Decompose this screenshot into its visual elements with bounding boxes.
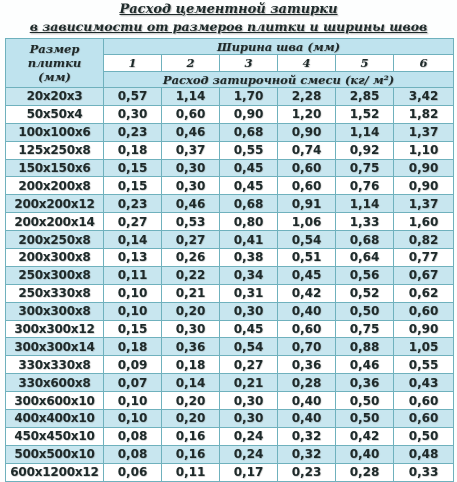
table-row — [6, 266, 454, 284]
consumption-value-cell: 0,43 — [394, 374, 454, 392]
consumption-value-cell: 0,20 — [162, 410, 220, 428]
consumption-value-cell: 0,40 — [336, 445, 394, 463]
consumption-header: Расход затирочной смеси (кг/ м²) — [104, 72, 454, 88]
consumption-value-cell: 0,50 — [336, 302, 394, 320]
consumption-value-cell: 0,52 — [336, 284, 394, 302]
consumption-value-cell: 1,37 — [394, 123, 454, 141]
consumption-value-cell: 1,10 — [394, 141, 454, 159]
table-row — [6, 445, 454, 463]
tile-size-cell: 200х300х8 — [6, 249, 104, 267]
tile-size-cell: 330х600х8 — [6, 374, 104, 392]
consumption-value-cell: 0,31 — [220, 284, 278, 302]
consumption-value-cell: 0,54 — [278, 231, 336, 249]
table-row — [6, 374, 454, 392]
consumption-value-cell: 1,82 — [394, 105, 454, 123]
table-row — [6, 88, 454, 106]
consumption-value-cell: 0,91 — [278, 195, 336, 213]
consumption-value-cell: 0,82 — [394, 231, 454, 249]
consumption-value-cell: 0,40 — [278, 302, 336, 320]
consumption-value-cell: 0,30 — [220, 410, 278, 428]
consumption-value-cell: 0,18 — [162, 356, 220, 374]
consumption-value-cell: 0,42 — [278, 284, 336, 302]
consumption-value-cell: 0,60 — [278, 320, 336, 338]
consumption-value-cell: 0,36 — [162, 338, 220, 356]
consumption-value-cell: 0,55 — [220, 141, 278, 159]
consumption-value-cell: 0,13 — [104, 249, 162, 267]
consumption-value-cell: 0,90 — [220, 105, 278, 123]
joint-width-column-5: 5 — [336, 55, 394, 72]
tile-size-cell: 200х200х14 — [6, 213, 104, 231]
joint-width-column-4: 4 — [278, 55, 336, 72]
consumption-value-cell: 0,10 — [104, 302, 162, 320]
consumption-value-cell: 0,46 — [336, 356, 394, 374]
consumption-value-cell: 0,60 — [278, 159, 336, 177]
consumption-value-cell: 2,85 — [336, 88, 394, 106]
table-row — [6, 177, 454, 195]
consumption-value-cell: 0,21 — [220, 374, 278, 392]
table-row — [6, 463, 454, 481]
consumption-value-cell: 0,10 — [104, 392, 162, 410]
consumption-value-cell: 1,20 — [278, 105, 336, 123]
consumption-value-cell: 0,18 — [104, 338, 162, 356]
title-block — [0, 0, 457, 38]
consumption-value-cell: 0,64 — [336, 249, 394, 267]
consumption-value-cell: 0,42 — [336, 427, 394, 445]
tile-size-cell: 20х20х3 — [6, 88, 104, 106]
consumption-value-cell: 0,30 — [162, 177, 220, 195]
table-row — [6, 410, 454, 428]
consumption-value-cell: 0,15 — [104, 159, 162, 177]
consumption-value-cell: 0,38 — [220, 249, 278, 267]
consumption-value-cell: 1,05 — [394, 338, 454, 356]
consumption-value-cell: 0,20 — [162, 392, 220, 410]
consumption-value-cell: 0,40 — [278, 392, 336, 410]
consumption-value-cell: 0,62 — [394, 284, 454, 302]
consumption-value-cell: 1,14 — [336, 123, 394, 141]
consumption-value-cell: 0,20 — [162, 302, 220, 320]
consumption-value-cell: 0,09 — [104, 356, 162, 374]
table-row — [6, 141, 454, 159]
consumption-value-cell: 0,46 — [162, 123, 220, 141]
consumption-value-cell: 0,30 — [220, 302, 278, 320]
joint-width-column-1: 1 — [104, 55, 162, 72]
consumption-value-cell: 0,45 — [278, 266, 336, 284]
consumption-value-cell: 0,21 — [162, 284, 220, 302]
tile-size-cell: 500х500х10 — [6, 445, 104, 463]
consumption-value-cell: 0,32 — [278, 427, 336, 445]
tile-size-cell: 50х50х4 — [6, 105, 104, 123]
consumption-value-cell: 0,28 — [278, 374, 336, 392]
consumption-value-cell: 0,27 — [104, 213, 162, 231]
consumption-value-cell: 0,14 — [162, 374, 220, 392]
consumption-value-cell: 0,90 — [394, 320, 454, 338]
tile-size-cell: 150х150х6 — [6, 159, 104, 177]
consumption-value-cell: 0,60 — [162, 105, 220, 123]
consumption-value-cell: 0,67 — [394, 266, 454, 284]
consumption-value-cell: 0,08 — [104, 427, 162, 445]
consumption-value-cell: 0,30 — [220, 392, 278, 410]
consumption-value-cell: 0,28 — [336, 463, 394, 481]
consumption-value-cell: 0,37 — [162, 141, 220, 159]
consumption-value-cell: 0,51 — [278, 249, 336, 267]
tile-size-cell: 300х300х14 — [6, 338, 104, 356]
consumption-value-cell: 0,53 — [162, 213, 220, 231]
consumption-value-cell: 0,68 — [220, 195, 278, 213]
consumption-value-cell: 2,28 — [278, 88, 336, 106]
consumption-value-cell: 0,24 — [220, 427, 278, 445]
consumption-value-cell: 0,08 — [104, 445, 162, 463]
table-row — [6, 356, 454, 374]
consumption-value-cell: 1,14 — [336, 195, 394, 213]
consumption-value-cell: 1,37 — [394, 195, 454, 213]
consumption-value-cell: 0,23 — [104, 123, 162, 141]
consumption-value-cell: 0,06 — [104, 463, 162, 481]
consumption-value-cell: 0,46 — [162, 195, 220, 213]
tile-size-cell: 100х100х6 — [6, 123, 104, 141]
table-row — [6, 302, 454, 320]
consumption-value-cell: 0,27 — [220, 356, 278, 374]
consumption-value-cell: 3,42 — [394, 88, 454, 106]
consumption-value-cell: 0,50 — [394, 427, 454, 445]
consumption-value-cell: 0,30 — [162, 320, 220, 338]
consumption-value-cell: 0,68 — [220, 123, 278, 141]
consumption-value-cell: 0,50 — [336, 392, 394, 410]
consumption-value-cell: 0,90 — [278, 123, 336, 141]
tile-size-cell: 250х300х8 — [6, 266, 104, 284]
joint-width-column-6: 6 — [394, 55, 454, 72]
tile-size-cell: 330х330х8 — [6, 356, 104, 374]
consumption-value-cell: 0,34 — [220, 266, 278, 284]
tile-size-cell: 400х400х10 — [6, 410, 104, 428]
table-row — [6, 249, 454, 267]
grout-consumption-table — [5, 38, 454, 482]
tile-size-cell: 300х600х10 — [6, 392, 104, 410]
consumption-value-cell: 0,36 — [336, 374, 394, 392]
consumption-value-cell: 0,36 — [278, 356, 336, 374]
consumption-value-cell: 0,10 — [104, 410, 162, 428]
page-subtitle: в зависимости от размеров плитки и ширины швов — [29, 19, 428, 34]
consumption-value-cell: 0,22 — [162, 266, 220, 284]
consumption-value-cell: 0,30 — [162, 159, 220, 177]
consumption-value-cell: 1,60 — [394, 213, 454, 231]
table-row — [6, 427, 454, 445]
consumption-value-cell: 0,16 — [162, 427, 220, 445]
consumption-value-cell: 0,10 — [104, 284, 162, 302]
consumption-value-cell: 0,17 — [220, 463, 278, 481]
consumption-value-cell: 0,75 — [336, 320, 394, 338]
consumption-value-cell: 0,45 — [220, 159, 278, 177]
consumption-value-cell: 0,14 — [104, 231, 162, 249]
table-body — [6, 88, 454, 482]
consumption-value-cell: 0,54 — [220, 338, 278, 356]
table-row — [6, 284, 454, 302]
table-row — [6, 213, 454, 231]
consumption-value-cell: 0,60 — [394, 302, 454, 320]
tile-size-cell: 450х450х10 — [6, 427, 104, 445]
consumption-value-cell: 0,80 — [220, 213, 278, 231]
consumption-value-cell: 0,24 — [220, 445, 278, 463]
consumption-value-cell: 0,75 — [336, 159, 394, 177]
consumption-value-cell: 1,70 — [220, 88, 278, 106]
consumption-value-cell: 0,90 — [394, 177, 454, 195]
consumption-value-cell: 0,88 — [336, 338, 394, 356]
table-row — [6, 105, 454, 123]
consumption-value-cell: 0,32 — [278, 445, 336, 463]
consumption-value-cell: 0,23 — [104, 195, 162, 213]
page-title: Расход цементной затирки — [119, 2, 338, 17]
consumption-value-cell: 0,68 — [336, 231, 394, 249]
consumption-value-cell: 0,23 — [278, 463, 336, 481]
consumption-value-cell: 0,70 — [278, 338, 336, 356]
consumption-value-cell: 1,33 — [336, 213, 394, 231]
table-row — [6, 159, 454, 177]
consumption-value-cell: 0,48 — [394, 445, 454, 463]
consumption-value-cell: 0,60 — [278, 177, 336, 195]
tile-size-cell: 200х250х8 — [6, 231, 104, 249]
tile-size-cell: 300х300х12 — [6, 320, 104, 338]
tile-size-cell: 200х200х12 — [6, 195, 104, 213]
tile-size-cell: 600х1200х12 — [6, 463, 104, 481]
consumption-value-cell: 0,57 — [104, 88, 162, 106]
consumption-value-cell: 0,74 — [278, 141, 336, 159]
consumption-value-cell: 0,15 — [104, 320, 162, 338]
consumption-value-cell: 1,52 — [336, 105, 394, 123]
consumption-value-cell: 0,55 — [394, 356, 454, 374]
consumption-value-cell: 0,11 — [162, 463, 220, 481]
consumption-value-cell: 1,06 — [278, 213, 336, 231]
tile-size-header: Размер плитки (мм) — [6, 39, 104, 88]
tile-size-cell: 250х330х8 — [6, 284, 104, 302]
consumption-value-cell: 0,45 — [220, 177, 278, 195]
consumption-value-cell: 0,11 — [104, 266, 162, 284]
table-row — [6, 195, 454, 213]
consumption-value-cell: 0,26 — [162, 249, 220, 267]
joint-width-column-3: 3 — [220, 55, 278, 72]
table-row — [6, 392, 454, 410]
joint-width-header: Ширина шва (мм) — [104, 39, 454, 55]
consumption-value-cell: 0,15 — [104, 177, 162, 195]
consumption-value-cell: 0,90 — [394, 159, 454, 177]
consumption-value-cell: 1,14 — [162, 88, 220, 106]
joint-width-column-2: 2 — [162, 55, 220, 72]
consumption-value-cell: 0,56 — [336, 266, 394, 284]
table-row — [6, 338, 454, 356]
table-row — [6, 231, 454, 249]
consumption-value-cell: 0,92 — [336, 141, 394, 159]
consumption-value-cell: 0,50 — [336, 410, 394, 428]
consumption-value-cell: 0,07 — [104, 374, 162, 392]
consumption-value-cell: 0,45 — [220, 320, 278, 338]
consumption-value-cell: 0,77 — [394, 249, 454, 267]
consumption-value-cell: 0,60 — [394, 392, 454, 410]
consumption-value-cell: 0,27 — [162, 231, 220, 249]
tile-size-cell: 300х300х8 — [6, 302, 104, 320]
consumption-value-cell: 0,33 — [394, 463, 454, 481]
consumption-value-cell: 0,30 — [104, 105, 162, 123]
consumption-value-cell: 0,16 — [162, 445, 220, 463]
tile-size-cell: 125х250х8 — [6, 141, 104, 159]
consumption-value-cell: 0,18 — [104, 141, 162, 159]
consumption-value-cell: 0,40 — [278, 410, 336, 428]
consumption-value-cell: 0,60 — [394, 410, 454, 428]
table-row — [6, 320, 454, 338]
table-row — [6, 123, 454, 141]
consumption-value-cell: 0,41 — [220, 231, 278, 249]
consumption-value-cell: 0,76 — [336, 177, 394, 195]
tile-size-cell: 200х200х8 — [6, 177, 104, 195]
